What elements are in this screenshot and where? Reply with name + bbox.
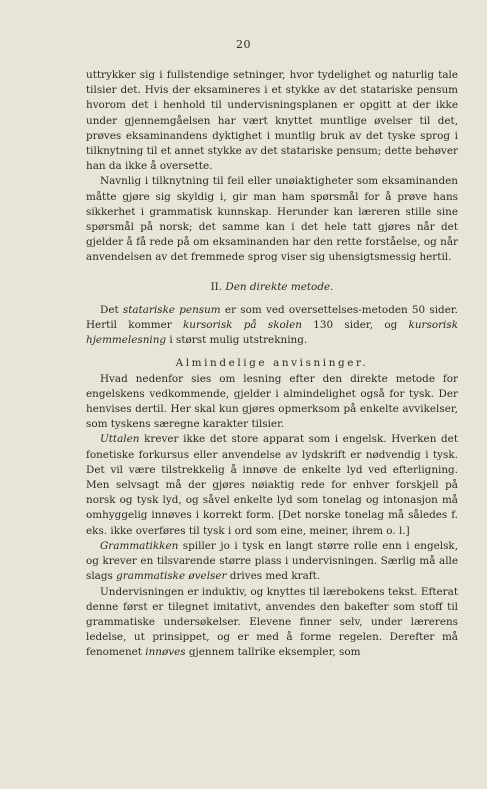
text-run: Undervisningen er induktiv, og knyttes til lærebokens tekst. Efterat denne først er tilegnet imitativt, anvendes den bakefter som stoff til grammatiske undersøkelser. Elevene finner selv, under lærerens ledelse, ut prinsippet, og er med å forme regelen. Derefter må fenomenet: [86, 585, 458, 659]
section-heading: [86, 280, 458, 295]
italic-run: Uttalen: [100, 433, 140, 446]
paragraph: [86, 303, 458, 349]
text-run: II.: [210, 280, 226, 293]
italic-run: kursorisk hjemmelesning: [86, 319, 459, 347]
paragraph: [86, 174, 458, 265]
italic-run: Grammatikken: [100, 539, 179, 552]
text-run: spiller jo i tysk en langt større rolle enn i engelsk, og krever en tilsvarende større plass i undervisningen. Særlig må alle slags: [86, 539, 458, 583]
italic-run: kursorisk på skolen: [183, 319, 302, 332]
text-run: er som ved oversettelses-metoden 50 sider. Hertil kommer: [86, 303, 458, 332]
italic-run: grammatiske øvelser: [116, 570, 227, 583]
text-run: gjennem tallrike eksempler, som: [185, 646, 361, 659]
text-run: Det: [100, 303, 123, 316]
text-run: Hvad nedenfor sies om lesning efter den direkte metode for engelskens vedkommende, gjelder i almindelighet også for tysk. Der henvises dertil. Her skal kun gjøres opmerksom på enkelte avvikelser, som tyskens særegne karakter tilsier.: [86, 372, 458, 431]
paragraph: [86, 539, 458, 585]
paragraph: [86, 585, 458, 661]
text-run: 130 sider, og: [301, 319, 409, 332]
text-run: krever ikke det store apparat som i engelsk. Hverken det fonetiske forkursus eller anvendelse av lydskrift er nødvendig i tysk. Det vil være tilstrekkelig å innøve de enkelte lyd ved efterligning. Men selvsagt må der gjøres nøiaktig rede for enhver forskjell på norsk og tysk lyd, og såvel enkelte lyd som tonelag og intonasjon må omhyggelig innøves i korrekt form. [Det norske tonelag må således f. eks. ikke overføres til tysk i ord som eine, meiner, ihrem o. l.]: [86, 433, 458, 537]
subheading: Almindelige anvisninger.: [175, 357, 369, 370]
text-run: uttrykker sig i fullstendige setninger, hvor tydelighet og naturlig tale tilsier det. Hvis der eksamineres i et stykke av det statariske pensum hvorom det i henhold til undervisningsplanen er opgitt at der ikke under gjennemgåelsen har vært knyttet muntlige øvelser til det, prøves eksaminandens dyktighet i muntlig bruk av det tyske sprog i tilknytning til et annet stykke av det statariske pensum; dette behøver han da ikke å oversette.: [86, 69, 458, 173]
page-number: 20: [236, 38, 251, 51]
text-run: Navnlig i tilknytning til feil eller unøiaktigheter som eksaminanden måtte gjøre sig skyldig i, gir man ham spørsmål for å prøve hans sikkerhet i grammatisk kunnskap. Herunder kan læreren stille sine spørsmål på norsk; det samme kan i det hele tatt gjøres når det gjelder å få rede på om eksaminanden har den rette forståelse, og når anvendelsen av det fremmede sprog viser sig uhensigtsmessig hertil.: [86, 175, 458, 264]
italic-run: statariske pensum: [122, 303, 221, 316]
text-body: [86, 68, 458, 661]
italic-run: Den direkte metode.: [225, 280, 334, 293]
italic-run: innøves: [145, 646, 186, 659]
text-run: i størst mulig utstrekning.: [166, 334, 308, 347]
paragraph: [86, 372, 458, 433]
paragraph: [86, 68, 458, 174]
paragraph: [86, 432, 458, 538]
text-run: drives med kraft.: [226, 570, 321, 583]
